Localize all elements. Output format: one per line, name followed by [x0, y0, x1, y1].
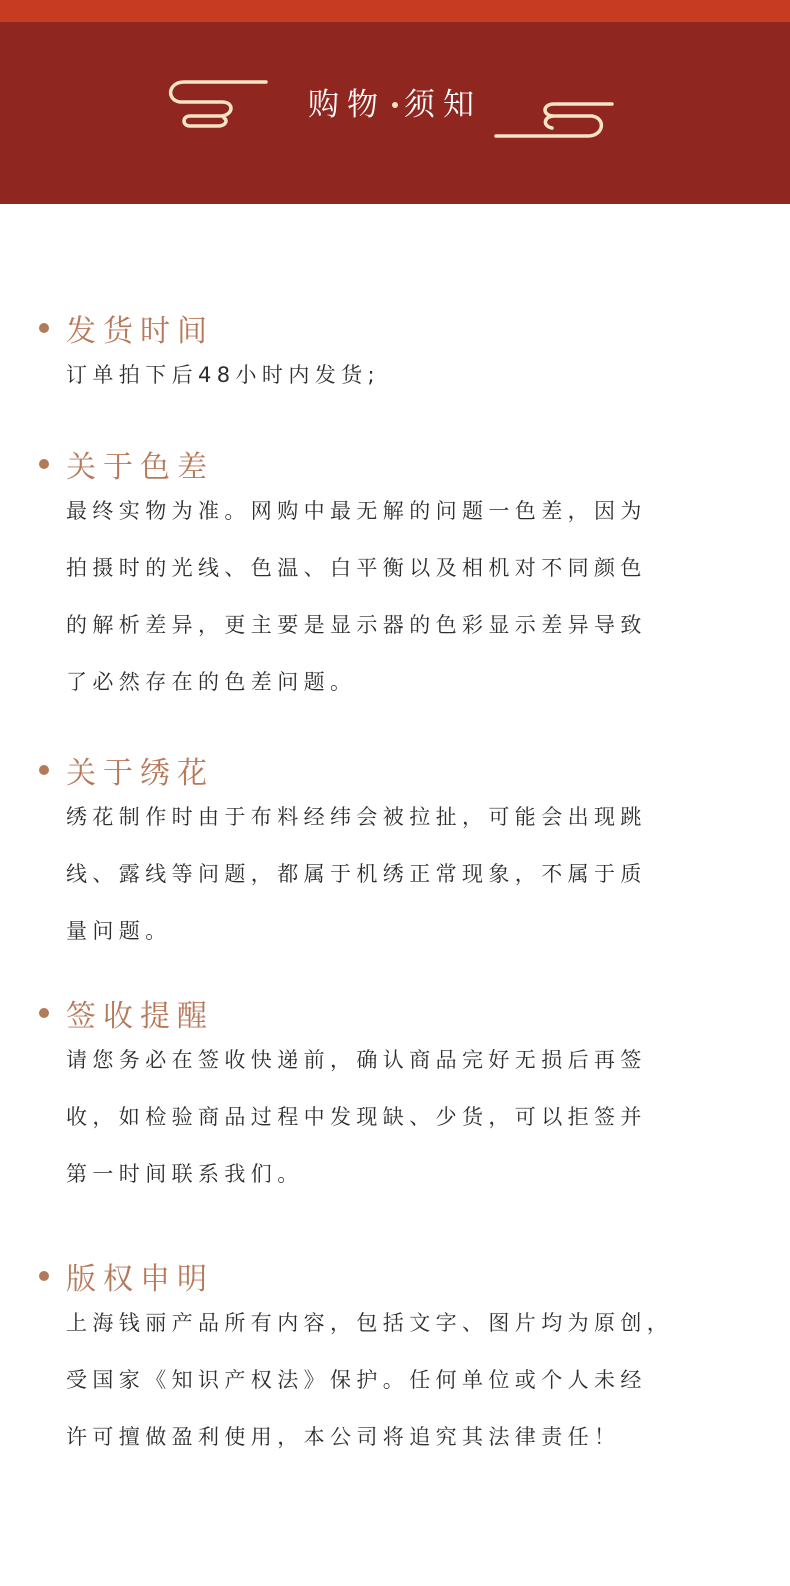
body-line: 线、露线等问题，都属于机绣正常现象，不属于质 [66, 862, 647, 886]
body-line: 收，如检验商品过程中发现缺、少货，可以拒签并 [66, 1105, 647, 1129]
page-title [0, 80, 790, 130]
section-shipping-time [36, 308, 736, 404]
body-line: 第一时间联系我们。 [66, 1162, 304, 1186]
bullet-dot [39, 765, 49, 775]
section-header [36, 1256, 736, 1296]
title-part-2: 须知 [404, 87, 482, 123]
section-heading: 关于绣花 [66, 756, 214, 791]
body-line: 许可擅做盈利使用，本公司将追究其法律责任！ [66, 1425, 621, 1449]
body-line: 了必然存在的色差问题。 [66, 670, 357, 694]
body-line: 请您务必在签收快递前，确认商品完好无损后再签 [66, 1048, 647, 1072]
section-heading: 关于色差 [66, 450, 214, 485]
body-line: 受国家《知识产权法》保护。任何单位或个人未经 [66, 1368, 647, 1392]
bullet-dot [39, 1008, 49, 1018]
body-line: 量问题。 [66, 919, 172, 943]
section-heading: 版权申明 [66, 1262, 214, 1297]
section-body [66, 789, 746, 960]
top-strip [0, 0, 790, 22]
body-line: 拍摄时的光线、色温、白平衡以及相机对不同颜色 [66, 556, 647, 580]
bullet-dot [39, 323, 49, 333]
section-header [36, 444, 736, 484]
section-header [36, 750, 736, 790]
bullet-dot [39, 1271, 49, 1281]
section-delivery-receipt [36, 993, 736, 1203]
title-part-1: 购物 [308, 87, 386, 123]
body-line: 的解析差异，更主要是显示器的色彩显示差异导致 [66, 613, 647, 637]
section-body [66, 1295, 746, 1466]
body-line: 订单拍下后48小时内发货; [66, 363, 380, 387]
body-line: 最终实物为准。网购中最无解的问题一色差，因为 [66, 499, 647, 523]
section-heading: 签收提醒 [66, 999, 214, 1034]
section-body [66, 483, 746, 711]
bullet-dot [39, 459, 49, 469]
section-header [36, 993, 736, 1033]
section-body [66, 1032, 746, 1203]
section-copyright [36, 1256, 736, 1466]
section-heading: 发货时间 [66, 314, 214, 349]
section-body [66, 347, 746, 404]
body-line: 绣花制作时由于布料经纬会被拉扯，可能会出现跳 [66, 805, 647, 829]
title-dot [392, 102, 398, 108]
section-header [36, 308, 736, 348]
section-color-difference [36, 444, 736, 711]
section-embroidery [36, 750, 736, 960]
body-line: 上海钱丽产品所有内容，包括文字、图片均为原创， [66, 1311, 674, 1335]
